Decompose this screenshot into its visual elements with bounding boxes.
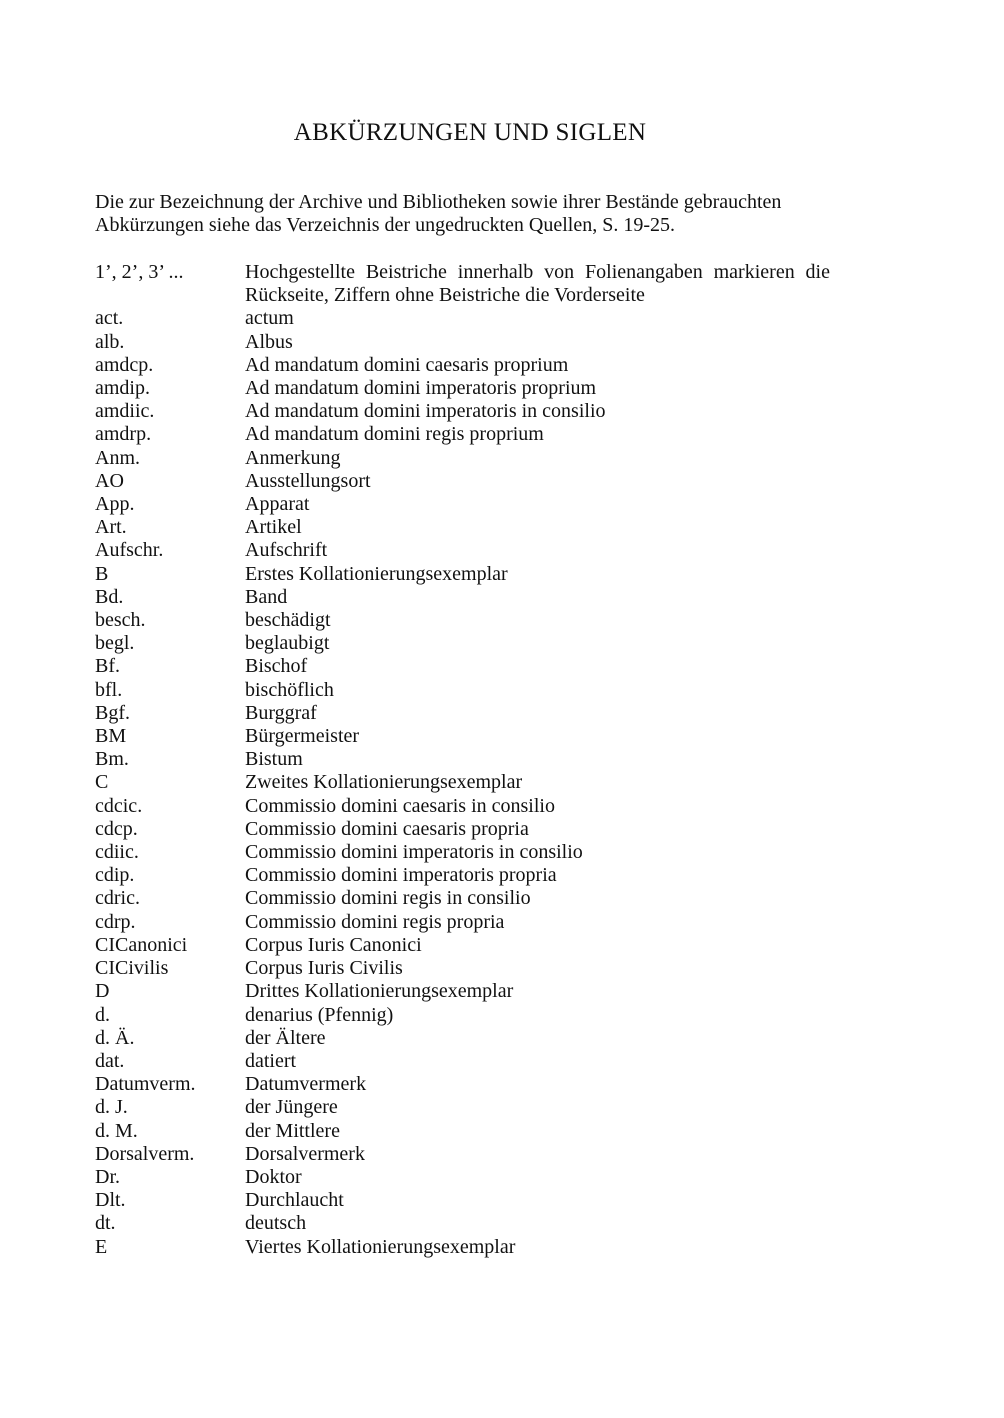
abbreviation-entry	[95, 795, 835, 818]
abbreviation-definition: Bistum	[245, 748, 303, 771]
abbreviation-term: 1’, 2’, 3’ ...	[95, 261, 184, 283]
abbreviation-term: Bf.	[95, 655, 120, 678]
abbreviation-definition: Bischof	[245, 655, 308, 678]
abbreviation-definition: Aufschrift	[245, 539, 328, 562]
abbreviation-entry	[95, 1236, 835, 1259]
abbreviation-term: amdcp.	[95, 353, 154, 376]
abbreviation-definition: Durchlaucht	[245, 1189, 344, 1212]
abbreviation-term: E	[95, 1235, 108, 1258]
abbreviation-entry	[95, 493, 835, 516]
abbreviation-term: act.	[95, 307, 124, 330]
abbreviation-entry	[95, 864, 835, 887]
abbreviation-entry	[95, 725, 835, 748]
abbreviation-entry	[95, 818, 835, 841]
abbreviation-definition: der Mittlere	[245, 1119, 340, 1142]
abbreviation-entry	[95, 934, 835, 957]
abbreviation-term: d. M.	[95, 1119, 138, 1142]
abbreviation-term: Aufschr.	[95, 539, 164, 562]
abbreviation-definition: Datumvermerk	[245, 1073, 367, 1096]
abbreviation-definition: Viertes Kollationierungsexemplar	[245, 1235, 516, 1258]
abbreviation-term: amdip.	[95, 377, 150, 400]
abbreviation-definition: Band	[245, 585, 288, 608]
abbreviation-entry	[95, 980, 835, 1003]
abbreviation-term: cdip.	[95, 864, 135, 887]
abbreviation-term: Dlt.	[95, 1189, 126, 1212]
abbreviation-term: amdiic.	[95, 400, 155, 423]
abbreviation-term: CICivilis	[95, 957, 169, 980]
abbreviation-entry	[95, 1166, 835, 1189]
page-title: ABKÜRZUNGEN UND SIGLEN	[293, 119, 647, 146]
abbreviation-definition: Albus	[245, 330, 293, 353]
abbreviation-definition: Ad mandatum domini regis proprium	[245, 423, 544, 446]
abbreviation-term: Datumverm.	[95, 1073, 196, 1096]
abbreviation-term: cdrp.	[95, 910, 136, 933]
abbreviation-definition: Ad mandatum domini caesaris proprium	[245, 353, 569, 376]
abbreviation-definition: Commissio domini regis propria	[245, 910, 505, 933]
abbreviation-term: CICanonici	[95, 933, 188, 956]
intro-line-1: Die zur Bezeichnung der Archive und Bibliotheken sowie ihrer Bestände gebrauchten	[95, 191, 782, 213]
abbreviation-term: besch.	[95, 609, 146, 632]
abbreviation-entry	[95, 400, 835, 423]
abbreviation-definition: Burggraf	[245, 701, 317, 724]
abbreviation-term: Anm.	[95, 446, 140, 469]
abbreviation-term: Bm.	[95, 748, 129, 771]
abbreviation-definition: bischöflich	[245, 678, 334, 701]
abbreviation-definition: Corpus Iuris Civilis	[245, 957, 403, 980]
abbreviation-definition: Commissio domini caesaris propria	[245, 817, 529, 840]
abbreviation-definition: Commissio domini imperatoris propria	[245, 864, 557, 887]
abbreviation-entry	[95, 1050, 835, 1073]
abbreviation-term: Bd.	[95, 585, 124, 608]
abbreviation-entry	[95, 447, 835, 470]
abbreviation-definition: Ausstellungsort	[245, 469, 371, 492]
abbreviation-definition: actum	[245, 307, 294, 330]
abbreviation-definition: Bürgermeister	[245, 725, 360, 748]
abbreviation-definition: Commissio domini caesaris in consilio	[245, 794, 555, 817]
abbreviation-definition: Dorsalvermerk	[245, 1142, 365, 1165]
abbreviation-entry	[95, 771, 835, 794]
abbreviation-term: amdrp.	[95, 423, 152, 446]
abbreviation-term: Bgf.	[95, 701, 130, 724]
abbreviation-entry	[95, 586, 835, 609]
abbreviation-definition: der Ältere	[245, 1026, 326, 1049]
abbreviation-term: begl.	[95, 632, 135, 655]
abbreviation-term: dt.	[95, 1212, 116, 1235]
abbreviation-definition: Doktor	[245, 1165, 302, 1188]
abbreviation-entry	[95, 377, 835, 400]
abbreviation-entry	[95, 1189, 835, 1212]
abbreviation-entry	[95, 632, 835, 655]
abbreviation-term: d.	[95, 1003, 110, 1026]
abbreviation-term: B	[95, 562, 109, 585]
abbreviation-term: alb.	[95, 330, 125, 353]
abbreviation-definition: Ad mandatum domini imperatoris in consilio	[245, 400, 606, 423]
intro-paragraph	[95, 191, 855, 237]
abbreviation-entry	[95, 307, 835, 330]
abbreviation-definition: Artikel	[245, 516, 302, 539]
abbreviation-definition: Hochgestellte Beistriche innerhalb von Folienangaben markieren die Rückseite, Ziffern ohne Beistriche die Vorderseite	[245, 261, 830, 307]
abbreviation-term: AO	[95, 469, 124, 492]
abbreviation-definition: Erstes Kollationierungsexemplar	[245, 562, 508, 585]
abbreviation-definition: Corpus Iuris Canonici	[245, 933, 422, 956]
abbreviation-definition: denarius (Pfennig)	[245, 1003, 394, 1026]
intro-line-2: Abkürzungen siehe das Verzeichnis der ungedruckten Quellen, S. 19-25.	[95, 214, 676, 236]
abbreviation-entry	[95, 1212, 835, 1235]
abbreviation-term: BM	[95, 725, 127, 748]
abbreviation-definition: Drittes Kollationierungsexemplar	[245, 980, 514, 1003]
abbreviation-term: cdiic.	[95, 841, 139, 864]
abbreviation-term: App.	[95, 493, 135, 516]
abbreviation-definition: beschädigt	[245, 609, 331, 632]
abbreviation-definition: Zweites Kollationierungsexemplar	[245, 771, 523, 794]
abbreviation-definition: Anmerkung	[245, 446, 341, 469]
abbreviation-entry	[95, 1004, 835, 1027]
abbreviation-entry	[95, 655, 835, 678]
abbreviation-entry	[95, 748, 835, 771]
abbreviation-term: cdcp.	[95, 817, 138, 840]
abbreviation-entry	[95, 261, 835, 307]
abbreviation-entry	[95, 516, 835, 539]
abbreviation-definition: Commissio domini imperatoris in consilio	[245, 841, 583, 864]
abbreviation-term: cdcic.	[95, 794, 143, 817]
abbreviation-entry	[95, 1073, 835, 1096]
abbreviation-term: C	[95, 771, 109, 794]
abbreviation-entry	[95, 609, 835, 632]
abbreviation-definition: deutsch	[245, 1212, 307, 1235]
abbreviation-definition: datiert	[245, 1049, 297, 1072]
abbreviation-term: d. J.	[95, 1096, 128, 1119]
abbreviation-entry	[95, 470, 835, 493]
abbreviation-definition: Ad mandatum domini imperatoris proprium	[245, 377, 597, 400]
abbreviation-entry	[95, 539, 835, 562]
abbreviation-entry	[95, 331, 835, 354]
abbreviation-definition: der Jüngere	[245, 1096, 338, 1119]
abbreviation-entry	[95, 1096, 835, 1119]
abbreviation-term: d. Ä.	[95, 1026, 135, 1049]
abbreviation-entry	[95, 563, 835, 586]
abbreviation-term: Dorsalverm.	[95, 1142, 195, 1165]
abbreviation-term: dat.	[95, 1049, 125, 1072]
abbreviation-entry	[95, 887, 835, 910]
abbreviation-entry	[95, 354, 835, 377]
abbreviation-term: D	[95, 980, 110, 1003]
abbreviation-entry	[95, 702, 835, 725]
abbreviation-definition: Apparat	[245, 493, 310, 516]
abbreviation-entry	[95, 1143, 835, 1166]
abbreviation-definition: beglaubigt	[245, 632, 330, 655]
abbreviation-entry	[95, 911, 835, 934]
abbreviation-entry	[95, 841, 835, 864]
abbreviation-term: Dr.	[95, 1165, 120, 1188]
abbreviation-entry	[95, 957, 835, 980]
abbreviation-term: cdric.	[95, 887, 140, 910]
abbreviation-entry	[95, 679, 835, 702]
abbreviation-entry	[95, 1027, 835, 1050]
abbreviation-entry	[95, 1120, 835, 1143]
abbreviation-list	[95, 261, 835, 1259]
abbreviation-definition: Commissio domini regis in consilio	[245, 887, 531, 910]
abbreviation-entry	[95, 423, 835, 446]
abbreviation-term: bfl.	[95, 678, 123, 701]
abbreviation-term: Art.	[95, 516, 127, 539]
